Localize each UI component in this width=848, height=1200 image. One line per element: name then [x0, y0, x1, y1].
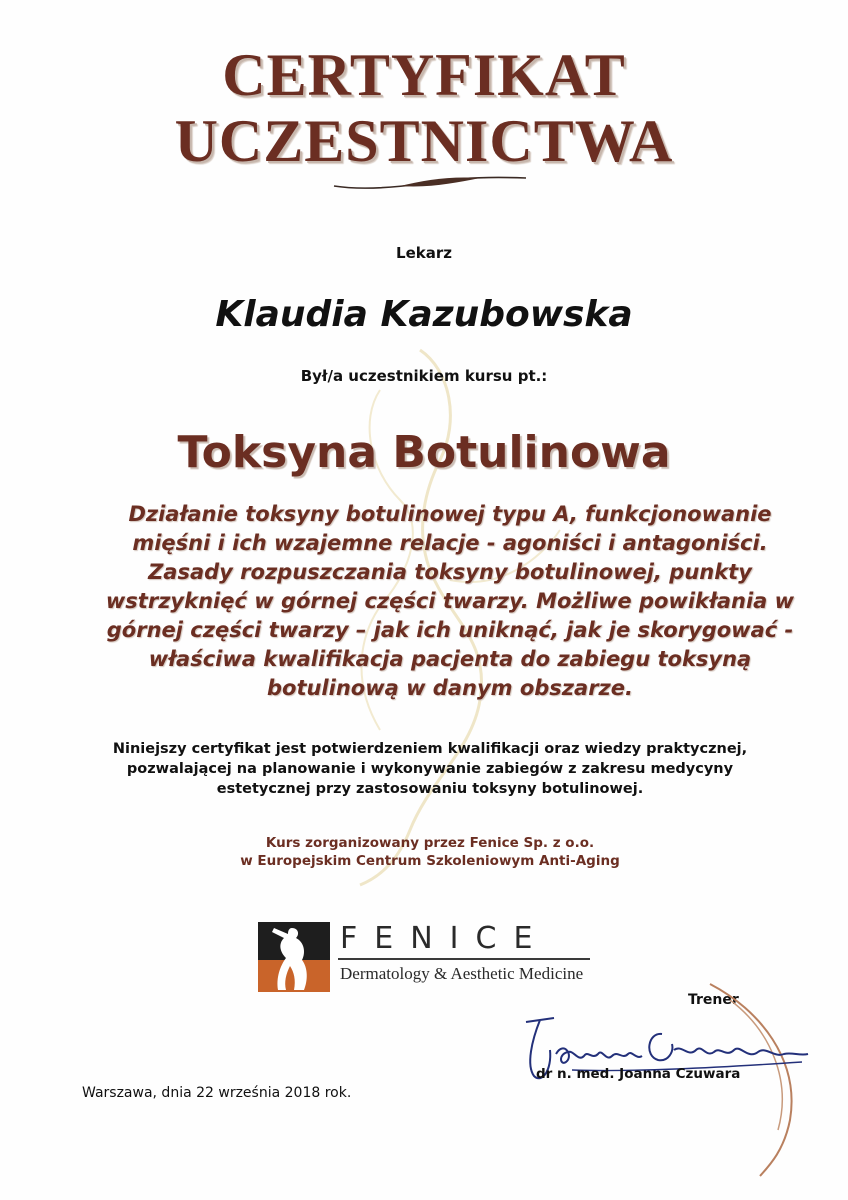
organizer-line1: Kurs zorganizowany przez Fenice Sp. z o.o.	[265, 835, 595, 851]
course-description: Działanie toksyny botulinowej typu A, funkcjonowanie mięśni i ich wzajemne relacje - agoniści i antagoniści. Zasady rozpuszczania toksyny botulinowej, punkty wstrzyknięć w górnej części twarzy. Możliwe powikłania w górnej części twarzy – jak ich uniknąć, jak je skorygować - właściwa kwalifikacja pacjenta do zabiegu toksyną botulinową w danym obszarze.	[105, 502, 795, 700]
certificate-title-line1: CERTYFIKAT	[222, 42, 626, 108]
participant-role: Lekarz	[396, 244, 452, 262]
place-and-date: Warszawa, dnia 22 września 2018 rok.	[82, 1085, 352, 1101]
title-flourish	[330, 172, 530, 194]
course-title: Toksyna Botulinowa	[177, 427, 671, 478]
certificate-title-line2: UCZESTNICTWA	[174, 108, 674, 174]
trainer-label: Trener	[688, 992, 739, 1008]
fenice-logo-mark	[258, 922, 330, 992]
logo-divider	[338, 958, 590, 960]
certificate-statement: Niniejszy certyfikat jest potwierdzeniem kwalifikacji oraz wiedzy praktycznej, pozwalającej na planowanie i wykonywanie zabiegów z zakresu medycyny estetycznej przy zastosowaniu toksyny botulinowej.	[112, 741, 748, 797]
organizer-line2: w Europejskim Centrum Szkoleniowym Anti-Aging	[240, 853, 620, 869]
participant-name: Klaudia Kazubowska	[215, 294, 633, 335]
fenice-logo-subtitle: Dermatology & Aesthetic Medicine	[340, 964, 584, 983]
course-intro: Był/a uczestnikiem kursu pt.:	[300, 367, 548, 385]
fenice-logo-name: FENICE	[340, 921, 550, 956]
organizer-info	[150, 834, 710, 870]
trainer-name: dr n. med. Joanna Czuwara	[536, 1066, 741, 1082]
dancer-figure-icon	[258, 922, 330, 992]
